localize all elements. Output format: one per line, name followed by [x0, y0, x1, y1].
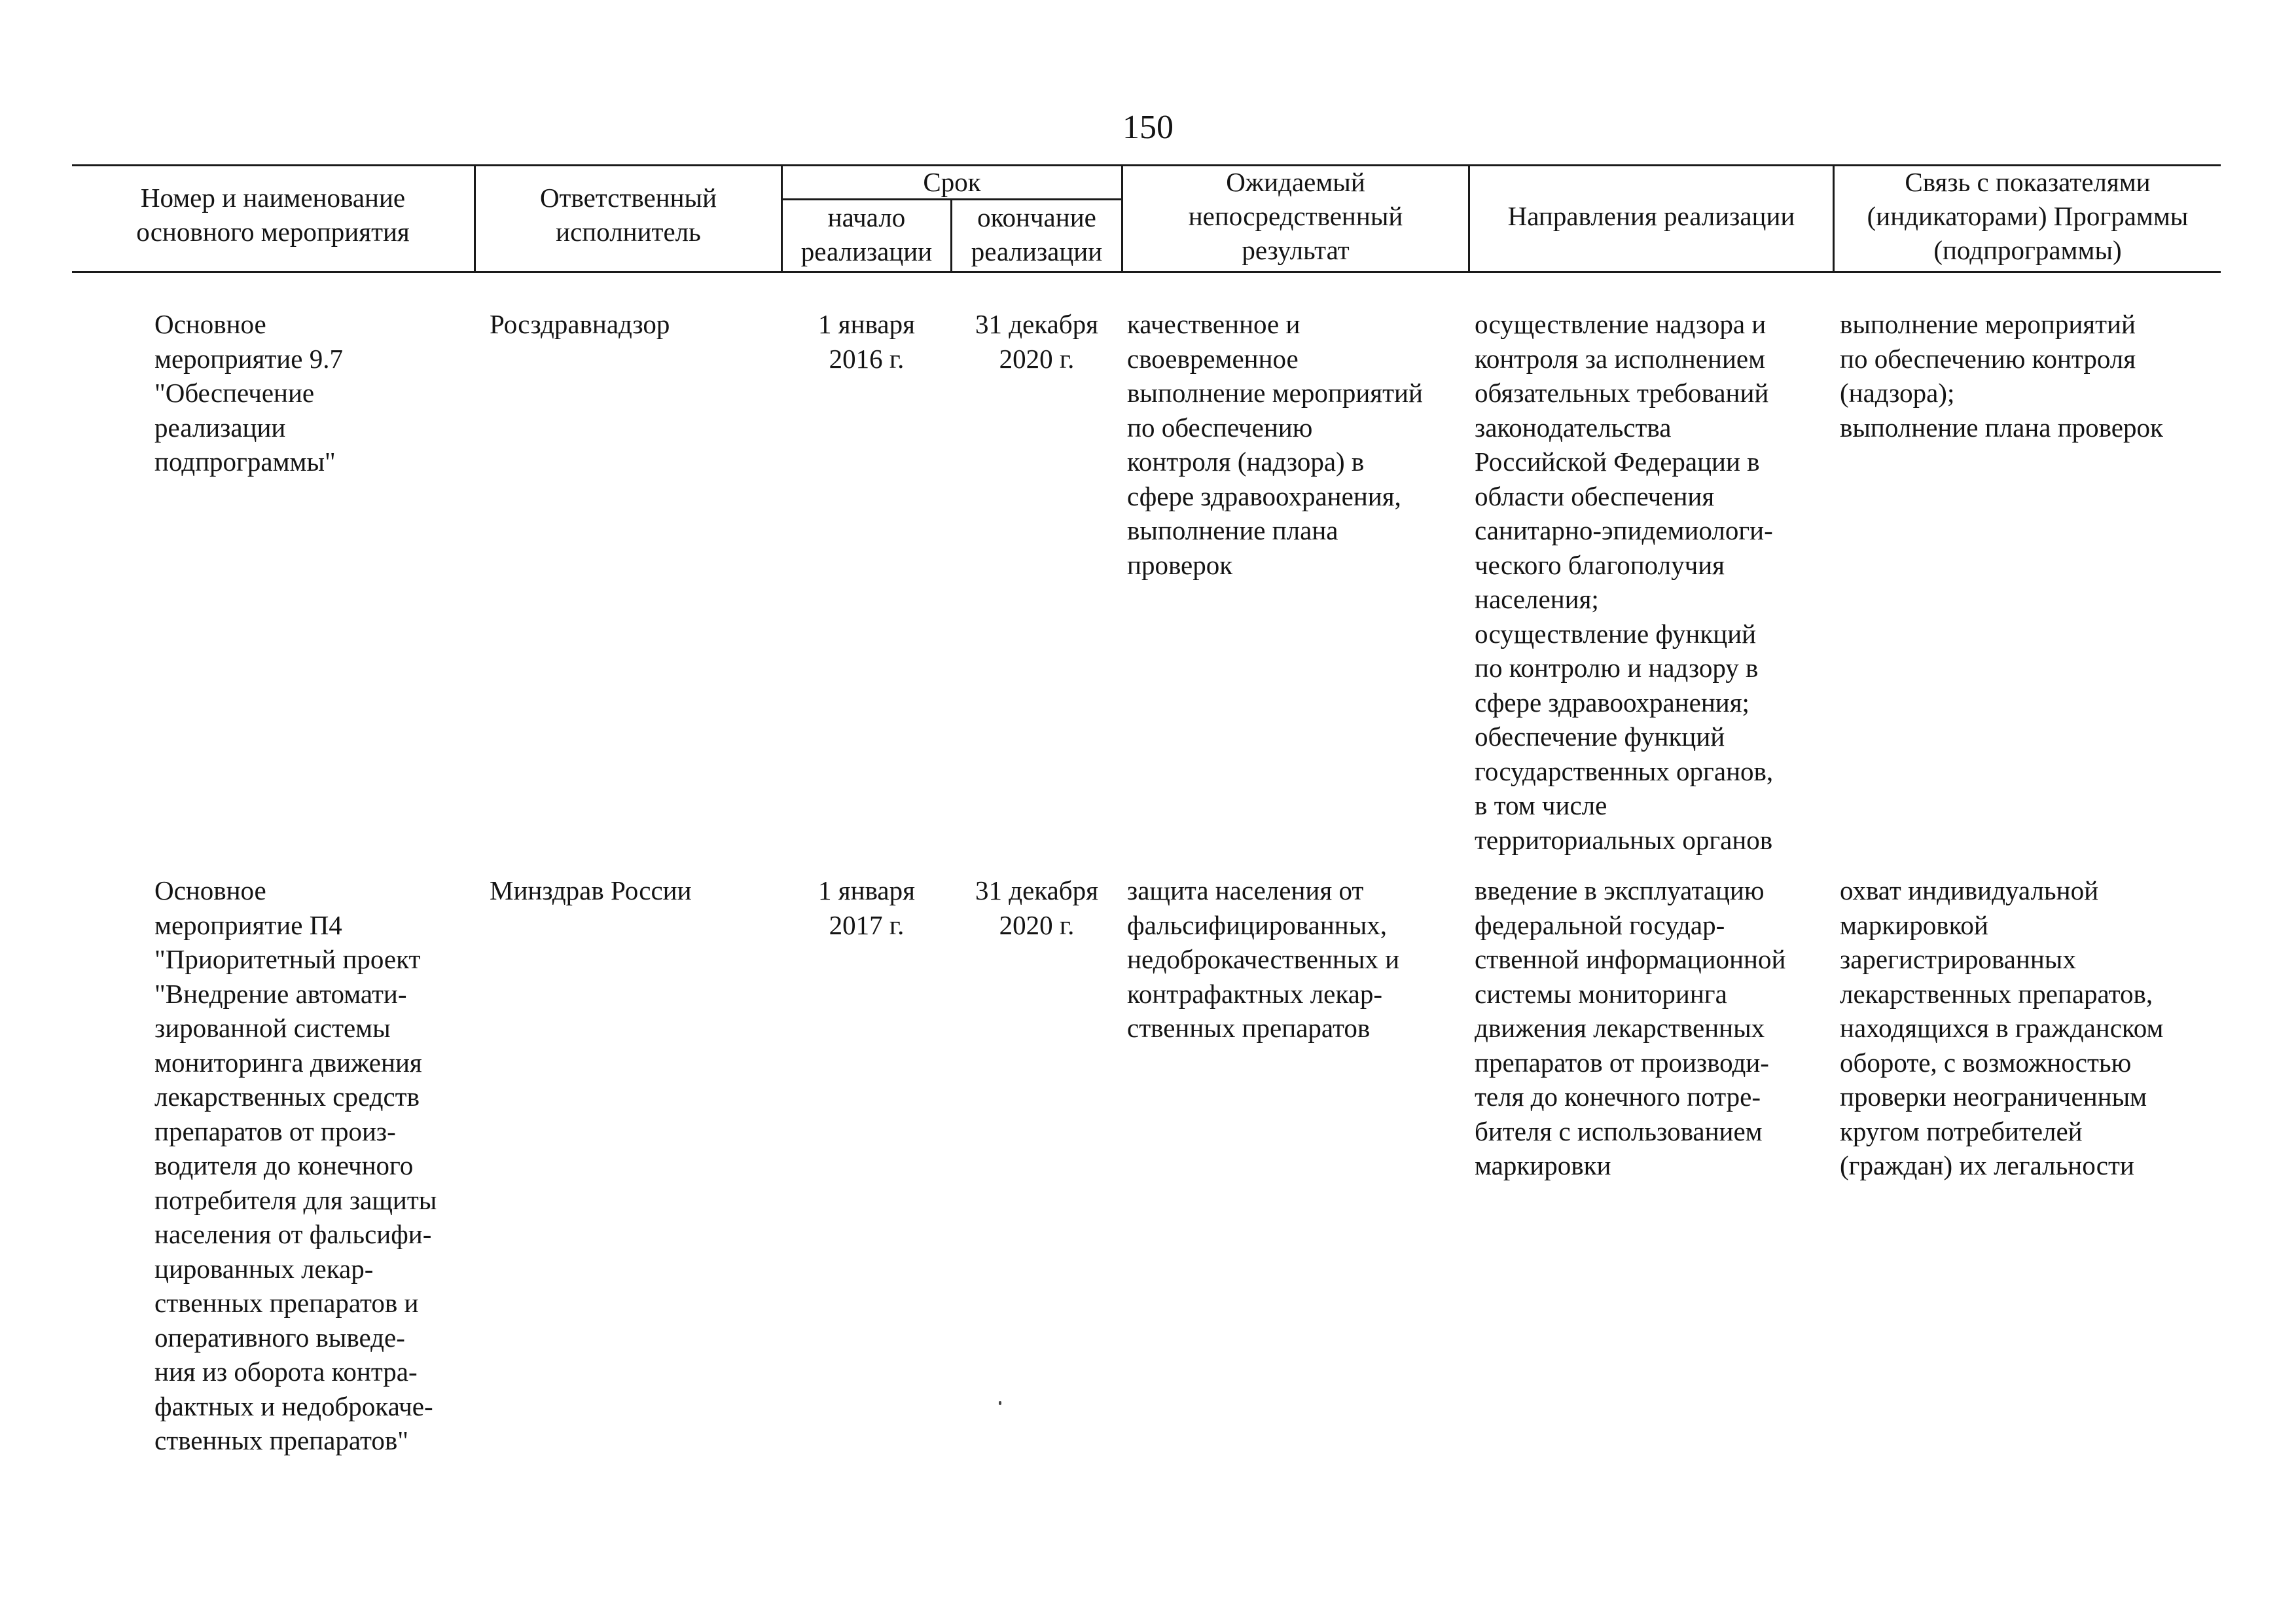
header-start: начало реализации: [800, 202, 933, 266]
table-row-1-end: 31 декабря 2020 г.: [975, 309, 1099, 374]
table-row-1-directions: осуществление надзора и контроля за исполнением обязательных требований законодательства Российской Федерации в области обеспечения санитарно-эпидемиологи- ческого благополучия населения; осуществление функций по контролю и надзору в сфере здравоохранения; обеспечение функций государственных органов, в том числе территориальных органов: [1475, 309, 1774, 855]
table-row-2-start: 1 января 2017 г.: [818, 875, 915, 940]
header-end: окончание реализации: [971, 202, 1103, 266]
table-row-1-executor: Росздравнадзор: [490, 309, 670, 339]
table-row-2-indicators: охват индивидуальной маркировкой зарегистрированных лекарственных препаратов, находящихся в гражданском обороте, с возможностью проверки неограниченным кругом потребителей (граждан) их легальности: [1840, 875, 2164, 1180]
header-indicators: Связь с показателями (индикаторами) Программы (подпрограммы): [1867, 167, 2189, 265]
header-executor: Ответственный исполнитель: [539, 183, 717, 247]
table-row-2-directions: введение в эксплуатацию федеральной государ- ственной информационной системы мониторинга движения лекарственных препаратов от производи- теля до конечного потре- бителя с использованием маркировки: [1475, 875, 1786, 1180]
header-result: Ожидаемый непосредственный результат: [1188, 167, 1403, 265]
table-row-2-name: Основное мероприятие П4 "Приоритетный проект "Внедрение автомати- зированной системы мониторинга движения лекарственных средств препаратов от произ- водителя до конечного потребителя для защиты населения от фальсифи- цированных лекар- ственных препаратов и оперативного выведе- ния из оборота контра- фактных и недоброкаче- ственных препаратов": [154, 875, 437, 1455]
table-row-2-end: 31 декабря 2020 г.: [975, 875, 1099, 940]
table-row-1-start: 1 января 2016 г.: [818, 309, 915, 374]
header-term: Срок: [923, 167, 981, 197]
table-row-1-result: качественное и своевременное выполнение мероприятий по обеспечению контроля (надзора) в сфере здравоохранения, выполнение плана проверок: [1127, 309, 1423, 580]
table-row-1-name: Основное мероприятие 9.7 "Обеспечение реализации подпрограммы": [154, 309, 343, 477]
header-bottom-rule: [72, 271, 2221, 273]
header-name: Номер и наименование основного мероприятия: [136, 183, 410, 247]
table-row-2-executor: Минздрав России: [490, 875, 692, 905]
table-row-2-result: защита населения от фальсифицированных, недоброкачественных и контрафактных лекар- ственных препаратов: [1127, 875, 1400, 1043]
page-number: 150: [1122, 109, 1174, 146]
scan-speck: [999, 1401, 1001, 1405]
header-directions: Направления реализации: [1507, 201, 1795, 231]
table-row-1-indicators: выполнение мероприятий по обеспечению контроля (надзора); выполнение плана проверок: [1840, 309, 2163, 443]
